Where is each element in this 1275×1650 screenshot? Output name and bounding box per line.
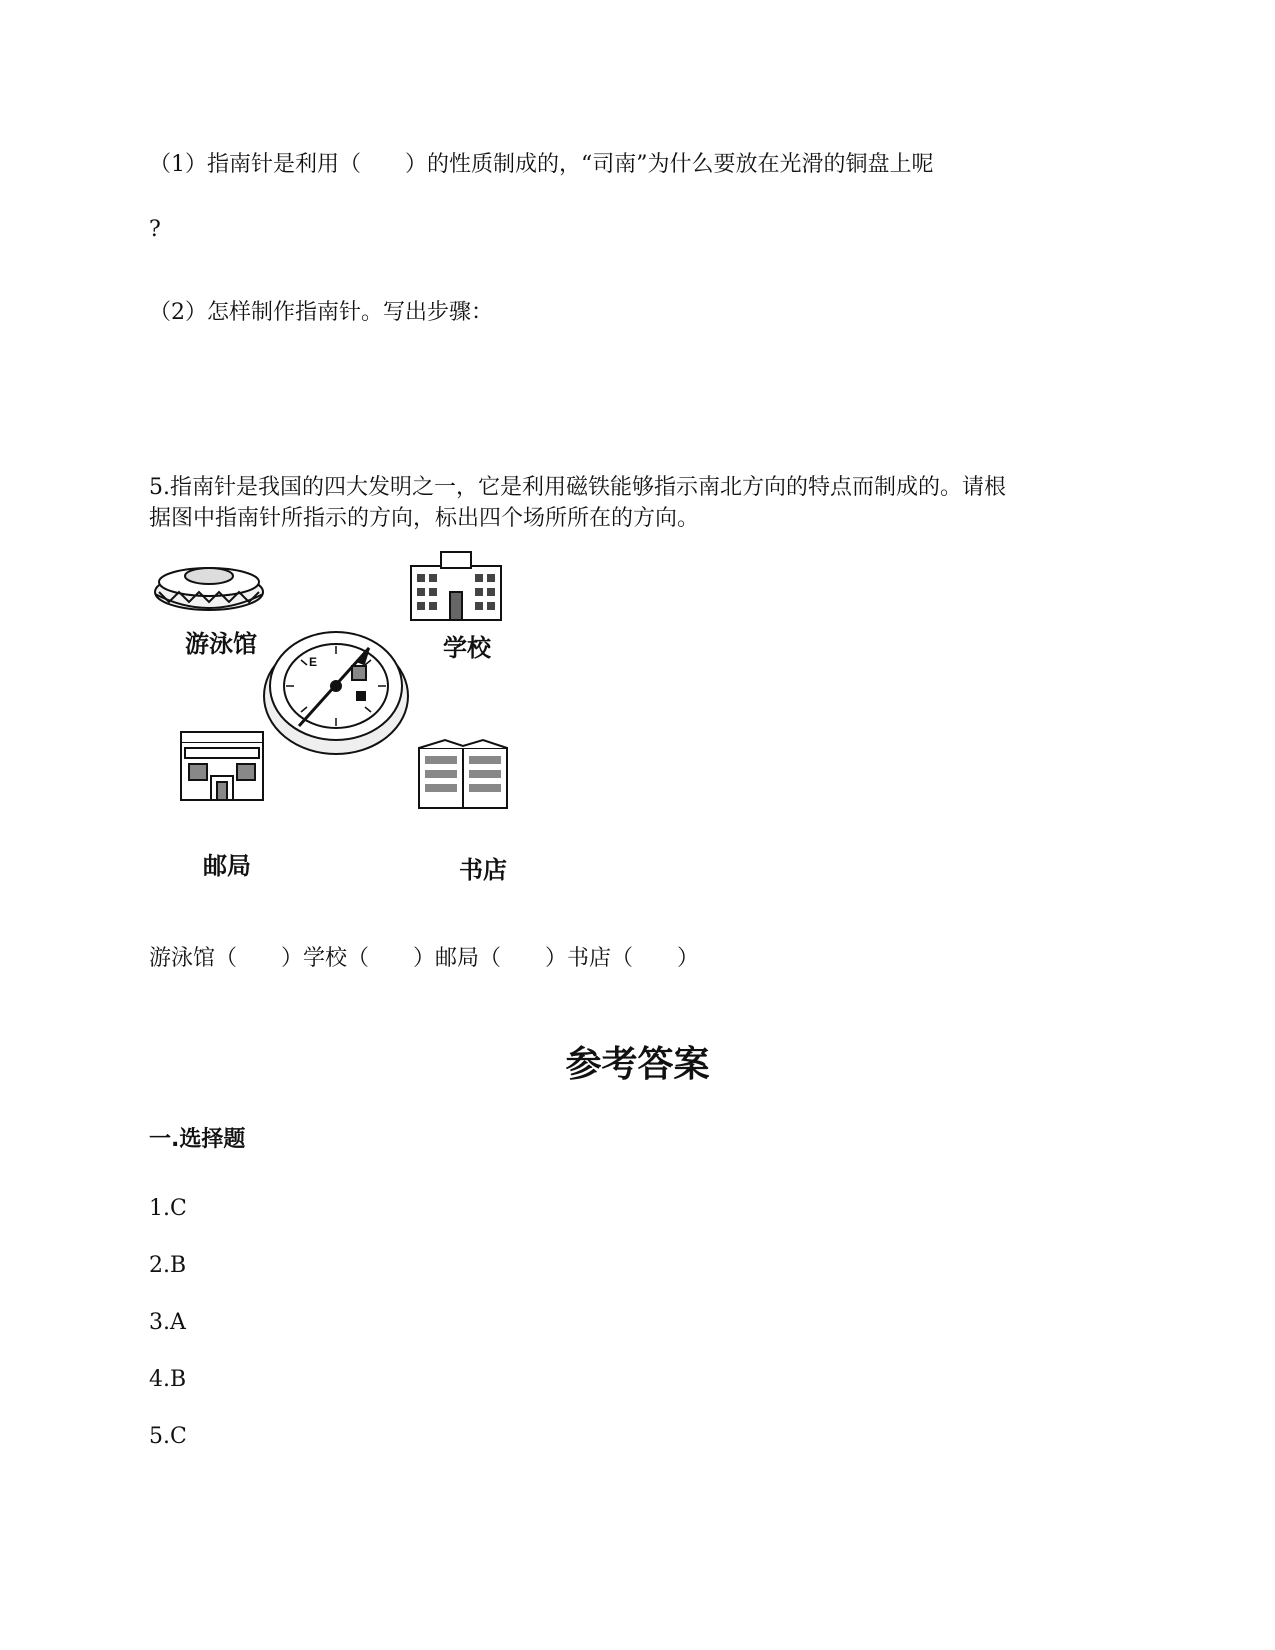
question-5-line-1: 5.指南针是我国的四大发明之一，它是利用磁铁能够指示南北方向的特点而制成的。请根 [149,475,1006,500]
post-office-icon [181,732,263,800]
svg-text:E: E [309,655,318,669]
post-office-label: 邮局 [203,852,251,880]
school-icon [411,552,501,620]
swimming-pool-icon [155,568,263,610]
answer-item-3: 3.A [149,1310,186,1335]
answer-item-2: 2.B [149,1253,187,1278]
question-part-1: （1）指南针是利用（ ）的性质制成的，“司南”为什么要放在光滑的铜盘上呢 [149,152,934,177]
fill-in-blanks: 游泳馆（ ）学校（ ）邮局（ ）书店（ ） [149,946,700,971]
answer-title: 参考答案 [565,1044,710,1085]
swimming-pool-label: 游泳馆 [185,630,257,658]
bookstore-icon [419,740,507,808]
question-part-1-end: ? [149,217,161,242]
bookstore-label: 书店 [459,856,507,884]
compass-icon [264,632,408,754]
answer-item-1: 1.C [149,1196,187,1221]
answer-item-4: 4.B [149,1367,187,1392]
compass-directions-figure [149,550,549,890]
school-label: 学校 [443,634,491,662]
question-5-line-2: 据图中指南针所指示的方向，标出四个场所所在的方向。 [149,506,700,531]
section-title: 一.选择题 [149,1127,246,1152]
answer-item-5: 5.C [149,1424,187,1449]
question-part-2: （2）怎样制作指南针。写出步骤： [149,300,493,325]
compass-figure-drawing [149,550,549,890]
